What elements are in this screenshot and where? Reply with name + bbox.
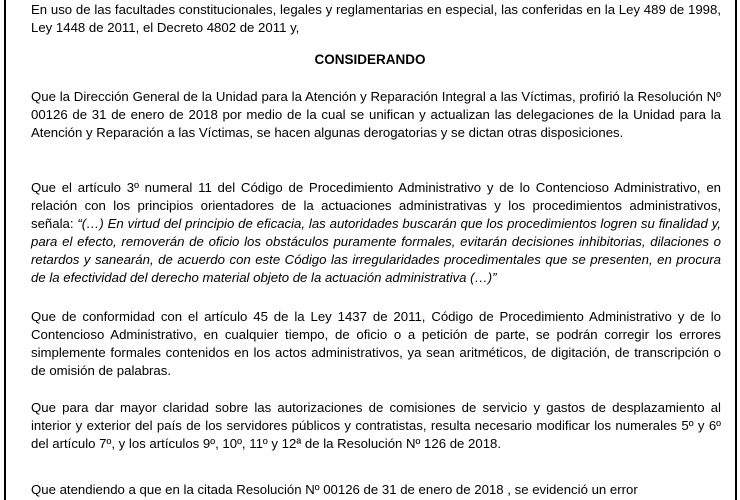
resolution-paragraph: Que la Dirección General de la Unidad para la Atención y Reparación Integral a las Víctimas, profirió la Resolución Nº 00126 de 31 de enero de 2018 por medio de la cual se unifican y actualizan las delegaciones de la Unidad para la Atención y Reparación a las Víctimas, se hacen algunas derogatorias y se dictan otras disposiciones. xyxy=(31,89,721,140)
section-heading: CONSIDERANDO xyxy=(314,52,426,67)
page-left-border xyxy=(4,0,6,500)
page-right-border xyxy=(735,0,737,500)
article45-paragraph: Que de conformidad con el artículo 45 de la Ley 1437 de 2011, Código de Procedimiento Administrativo y de lo Contencioso Administrativo, en cualquier tiempo, de oficio o a petición de parte, se podrán corregir los errores simplemente formales contenidos en los actos administrativos, ya sean aritméticos, de digitación, de transcripción o de omisión de palabras. xyxy=(31,309,721,378)
article3-quote: “(…) En virtud del principio de eficacia, las autoridades buscarán que los procedimientos logren su finalidad y, para el efecto, removerán de oficio los obstáculos puramente formales, evitarán decisiones inhibitorias, dilaciones o retardos y sanearán, de acuerdo con este Código las irregularidades procedimentales que se presenten, en procura de la efectividad del derecho material objeto de la actuación administrativa (…)” xyxy=(31,216,721,285)
intro-paragraph: En uso de las facultades constitucionales, legales y reglamentarias en especial, las conferidas en la Ley 489 de 1998, Ley 1448 de 2011, el Decreto 4802 de 2011 y, xyxy=(31,2,721,35)
error-paragraph-partial: Que atendiendo a que en la citada Resolución Nº 00126 de 31 de enero de 2018 , se evidenció un error xyxy=(31,482,638,497)
article3-lead: Que el artículo 3º numeral 11 del Código de Procedimiento Administrativo y de lo Contencioso Administrativo, en relación con los principios orientadores de la actuaciones administrativas y los procedimientos administrativos, señala: xyxy=(31,180,721,231)
article3-paragraph xyxy=(31,179,721,287)
clarity-paragraph: Que para dar mayor claridad sobre las autorizaciones de comisiones de servicio y gastos de desplazamiento al interior y exterior del país de los servidores públicos y contratistas, resulta necesario modificar los numerales 5º y 6º del artículo 7º, y los artículos 9º, 10º, 11º y 12ª de la Resolución Nº 126 de 2018. xyxy=(31,400,721,451)
